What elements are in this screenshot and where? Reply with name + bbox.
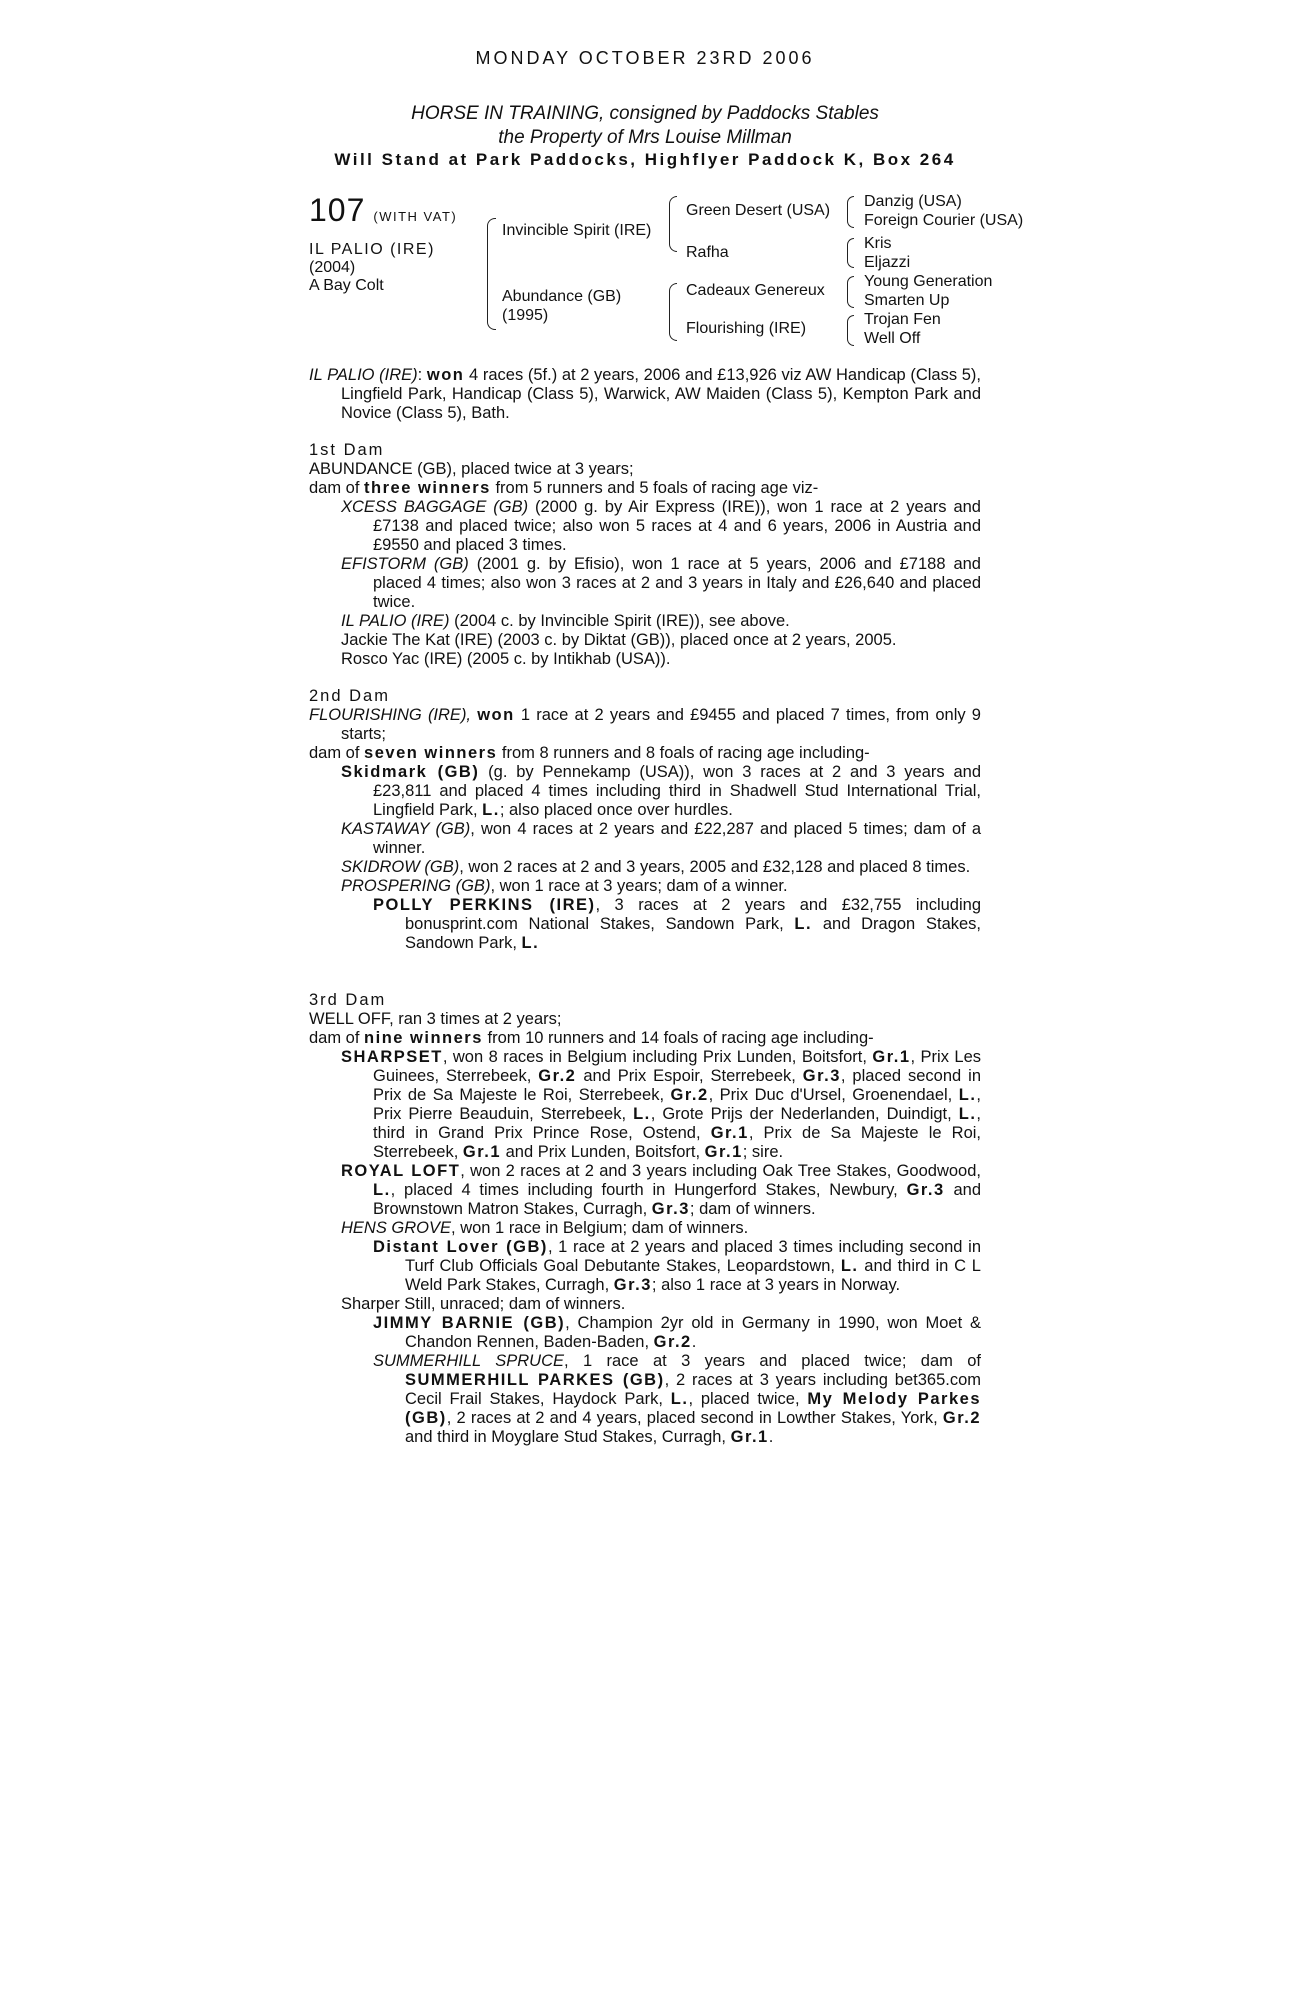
pedigree-ggs-6: Smarten Up bbox=[864, 292, 950, 309]
first-dam-section bbox=[309, 441, 981, 669]
third-dam-produce-hens-grove: HENS GROVE, won 1 race in Belgium; dam of winners. bbox=[341, 1219, 749, 1237]
pedigree-ggs-8: Well Off bbox=[864, 330, 921, 347]
pedigree-ggs-4: Eljazzi bbox=[864, 254, 911, 271]
first-dam-produce-2: EFISTORM (GB) (2001 g. by Efisio), won 1 race at 5 years, 2006 and £7188 and placed 4 times; also won 3 races at 2 and 3 years in Italy and £26,640 and placed twice. bbox=[341, 555, 981, 611]
first-dam-produce-3: IL PALIO (IRE) (2004 c. by Invincible Spirit (IRE)), see above. bbox=[341, 612, 790, 630]
pedigree-brace-gg2 bbox=[847, 238, 854, 268]
pedigree-dam-name: Abundance (GB) bbox=[502, 288, 622, 305]
pedigree-brace-gg4 bbox=[847, 315, 854, 346]
lot-number-block bbox=[309, 192, 457, 229]
pedigree-ggs-7: Trojan Fen bbox=[864, 311, 941, 328]
first-dam-produce-summary: dam of three winners from 5 runners and 5 foals of racing age viz- bbox=[309, 479, 819, 497]
pedigree-brace-dam bbox=[669, 283, 677, 341]
third-dam-produce-sharpset: SHARPSET, won 8 races in Belgium including Prix Lunden, Boitsfort, Gr.1, Prix Les Guinees, Sterrebeek, Gr.2 and Prix Espoir, Sterrebeek, Gr.3, placed second in Prix de Sa Majeste le Roi, Sterrebeek, Gr.2, Prix Duc d'Ursel, Groenendael, L., Prix Pierre Beauduin, Sterrebeek, L., Grote Prijs der Nederlanden, Duindigt, L., third in Grand Prix Prince Rose, Ostend, Gr.1, Prix de Sa Majeste le Roi, Sterrebeek, Gr.1 and Prix Lunden, Boitsfort, Gr.1; sire. bbox=[341, 1048, 982, 1161]
sale-date: MONDAY OCTOBER 23RD 2006 bbox=[475, 48, 815, 68]
second-dam-line: FLOURISHING (IRE), won 1 race at 2 years and £9455 and placed 7 times, from only 9 starts; bbox=[309, 706, 981, 743]
first-dam-produce-1: XCESS BAGGAGE (GB) (2000 g. by Air Express (IRE)), won 1 race at 2 years and £7138 and placed twice; also won 5 races at 4 and 6 years, 2006 in Austria and £9550 and placed 3 times. bbox=[341, 498, 981, 554]
pedigree-brace-main bbox=[487, 218, 496, 330]
pedigree-ggs-2: Foreign Courier (USA) bbox=[864, 212, 1024, 229]
racing-record: IL PALIO (IRE): won 4 races (5f.) at 2 years, 2006 and £13,926 viz AW Handicap (Class 5), Lingfield Park, Handicap (Class 5), Warwick, AW Maiden (Class 5), Kempton Park and Novice (Class 5), Bath. bbox=[309, 366, 981, 422]
third-dam-produce-jimmy-barnie: JIMMY BARNIE (GB), Champion 2yr old in Germany in 1990, won Moet & Chandon Rennen, Baden-Baden, Gr.2. bbox=[373, 1314, 981, 1351]
pedigree-brace-gg1 bbox=[847, 196, 854, 228]
horse-info bbox=[309, 241, 435, 295]
horse-year: (2004) bbox=[309, 259, 356, 276]
first-dam-heading: 1st Dam bbox=[309, 441, 385, 459]
third-dam-heading: 3rd Dam bbox=[309, 991, 387, 1009]
first-dam-line: ABUNDANCE (GB), placed twice at 3 years; bbox=[309, 460, 634, 478]
pedigree-dam-sire: Cadeaux Genereux bbox=[686, 282, 825, 299]
third-dam-produce-royal-loft: ROYAL LOFT, won 2 races at 2 and 3 years including Oak Tree Stakes, Goodwood, L., placed 4 times including fourth in Hungerford Stakes, Newbury, Gr.3 and Brownstown Matron Stakes, Curragh, Gr.3; dam of winners. bbox=[341, 1162, 981, 1218]
first-dam-produce-4: Jackie The Kat (IRE) (2003 c. by Diktat (GB)), placed once at 2 years, 2005. bbox=[341, 631, 897, 649]
pedigree-dam bbox=[502, 287, 621, 325]
second-dam-produce-4: PROSPERING (GB), won 1 race at 3 years; dam of a winner. bbox=[341, 877, 788, 895]
horse-description: A Bay Colt bbox=[309, 277, 384, 294]
horse-name: IL PALIO (IRE) bbox=[309, 241, 435, 258]
first-dam-produce-5: Rosco Yac (IRE) (2005 c. by Intikhab (USA)). bbox=[341, 650, 671, 668]
third-dam-produce-summary: dam of nine winners from 10 runners and 14 foals of racing age including- bbox=[309, 1029, 874, 1047]
second-dam-heading: 2nd Dam bbox=[309, 687, 390, 705]
vat-note: (WITH VAT) bbox=[373, 209, 458, 224]
second-dam-produce-2: KASTAWAY (GB), won 4 races at 2 years and £22,287 and placed 5 times; dam of a winner. bbox=[341, 820, 981, 857]
third-dam-line: WELL OFF, ran 3 times at 2 years; bbox=[309, 1010, 562, 1028]
pedigree-sire-sire: Green Desert (USA) bbox=[686, 202, 831, 219]
pedigree-brace-sire bbox=[669, 196, 677, 252]
second-dam-produce-3: SKIDROW (GB), won 2 races at 2 and 3 years, 2005 and £32,128 and placed 8 times. bbox=[341, 858, 971, 876]
pedigree-ggs-1: Danzig (USA) bbox=[864, 193, 962, 210]
location-line: Will Stand at Park Paddocks, Highflyer Paddock K, Box 264 bbox=[334, 150, 956, 169]
pedigree-sire-dam: Rafha bbox=[686, 244, 729, 261]
lot-number: 107 bbox=[309, 192, 366, 228]
second-dam-produce-5: POLLY PERKINS (IRE), 3 races at 2 years and £32,755 including bonusprint.com National Stakes, Sandown Park, L. and Dragon Stakes, Sandown Park, L. bbox=[373, 896, 982, 952]
pedigree-sire: Invincible Spirit (IRE) bbox=[502, 222, 652, 239]
second-dam-section bbox=[309, 687, 981, 953]
consignment-line: HORSE IN TRAINING, consigned by Paddocks Stables bbox=[411, 103, 879, 124]
third-dam-produce-summerhill-spruce: SUMMERHILL SPRUCE, 1 race at 3 years and placed twice; dam of SUMMERHILL PARKES (GB), 2 races at 3 years including bet365.com Cecil Frail Stakes, Haydock Park, L., placed twice, My Melody Parkes (GB), 2 races at 2 and 4 years, placed second in Lowther Stakes, York, Gr.2 and third in Moyglare Stud Stakes, Curragh, Gr.1. bbox=[373, 1352, 981, 1446]
second-dam-produce-summary: dam of seven winners from 8 runners and 8 foals of racing age including- bbox=[309, 744, 870, 762]
pedigree-brace-gg3 bbox=[847, 276, 854, 308]
pedigree-dam-dam: Flourishing (IRE) bbox=[686, 320, 807, 337]
pedigree-ggs-3: Kris bbox=[864, 235, 892, 252]
third-dam-section bbox=[309, 991, 981, 1447]
property-line: the Property of Mrs Louise Millman bbox=[498, 127, 792, 148]
pedigree-ggs-5: Young Generation bbox=[864, 273, 993, 290]
third-dam-produce-distant-lover: Distant Lover (GB), 1 race at 2 years and placed 3 times including second in Turf Club Officials Goal Debutante Stakes, Leopardstown, L. and third in C L Weld Park Stakes, Curragh, Gr.3; also 1 race at 3 years in Norway. bbox=[373, 1238, 981, 1294]
second-dam-produce-1: Skidmark (GB) (g. by Pennekamp (USA)), won 3 races at 2 and 3 years and £23,811 and placed 4 times including third in Shadwell Stud International Trial, Lingfield Park, L.; also placed once over hurdles. bbox=[341, 763, 981, 819]
pedigree-dam-year: (1995) bbox=[502, 307, 549, 324]
third-dam-produce-sharper-still: Sharper Still, unraced; dam of winners. bbox=[341, 1295, 626, 1313]
